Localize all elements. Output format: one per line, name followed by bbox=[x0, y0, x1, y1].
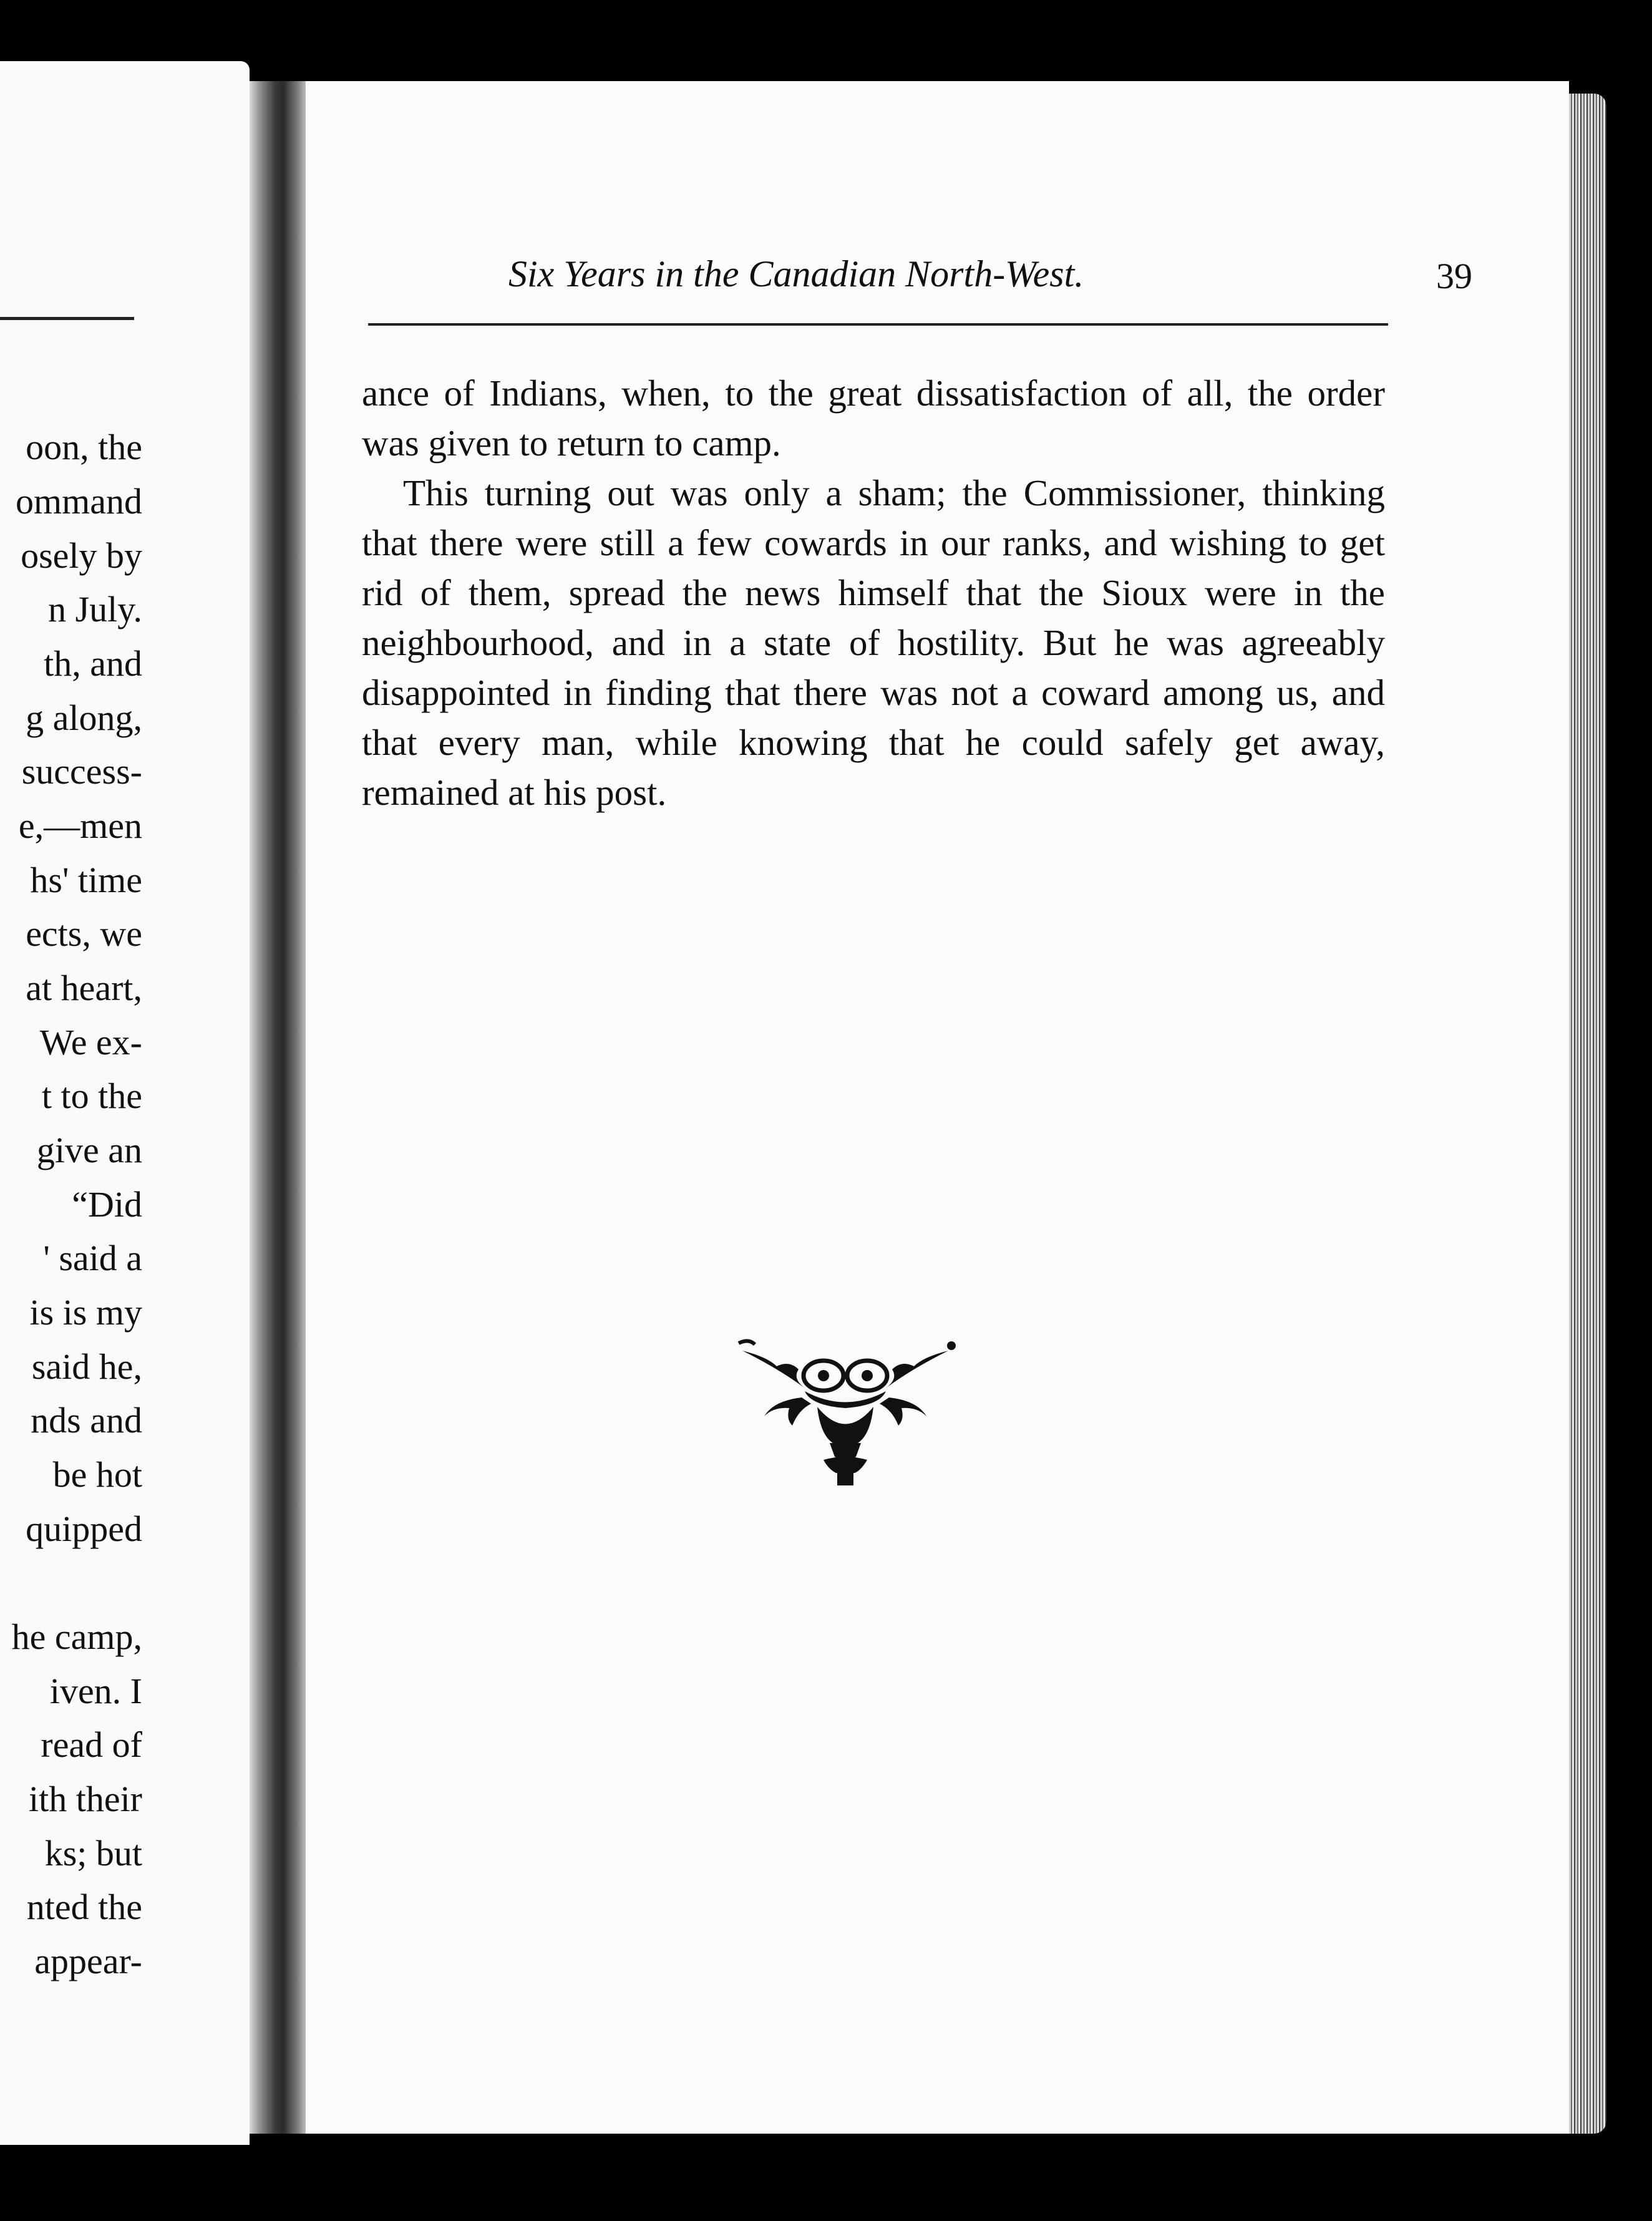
previous-page-line: ith their bbox=[28, 1779, 142, 1819]
previous-page-line: read of bbox=[41, 1724, 142, 1765]
previous-page-line: oon, the bbox=[26, 427, 142, 467]
previous-page-line: give an bbox=[36, 1130, 142, 1170]
previous-page-line: ks; but bbox=[44, 1833, 142, 1874]
previous-page-line: n July. bbox=[48, 589, 142, 629]
previous-page-line: said he, bbox=[31, 1346, 142, 1387]
previous-page-line: hs' time bbox=[30, 860, 142, 900]
previous-page-line: We ex- bbox=[39, 1022, 142, 1062]
previous-page-line: at heart, bbox=[26, 968, 142, 1008]
previous-page-header-rule bbox=[0, 317, 134, 320]
previous-page-line: nds and bbox=[31, 1400, 142, 1441]
previous-page-line: be hot bbox=[52, 1454, 142, 1495]
previous-page-line: “Did bbox=[72, 1184, 142, 1225]
running-head bbox=[368, 253, 1472, 309]
floral-tailpiece-icon bbox=[730, 1332, 961, 1488]
body-text bbox=[362, 368, 1385, 817]
previous-page-line: e,—men bbox=[18, 805, 142, 846]
running-title: Six Years in the Canadian North-West. bbox=[508, 253, 1084, 294]
paragraph-continuation: ance of Indians, when, to the great dissatisfaction of all, the order was given to return to camp. bbox=[362, 372, 1385, 464]
previous-page bbox=[0, 61, 250, 2145]
previous-page-line: t to the bbox=[41, 1076, 142, 1116]
previous-page-line: is is my bbox=[29, 1292, 142, 1333]
page-edges bbox=[1569, 94, 1606, 2134]
previous-page-line: ommand bbox=[16, 481, 142, 522]
paragraph: This turning out was only a sham; the Commissioner, thinking that there were still a few cowards in our ranks, and wishing to get rid of them, spread the news himself that the Sioux were in the neighbourhood, and in a state of hostility. But he was agreeably disappointed in finding that there was not a coward among us, and that every man, while knowing that he could safely get away, remained at his post. bbox=[362, 472, 1385, 813]
previous-page-line: osely by bbox=[21, 535, 142, 576]
previous-page-line: success- bbox=[21, 751, 142, 792]
previous-page-line: he camp, bbox=[11, 1616, 142, 1657]
previous-page-line: g along, bbox=[26, 697, 142, 738]
current-page bbox=[306, 81, 1569, 2134]
page-number: 39 bbox=[1436, 256, 1472, 296]
previous-page-line: th, and bbox=[44, 643, 142, 684]
previous-page-line: iven. I bbox=[49, 1671, 142, 1711]
previous-page-line: nted the bbox=[26, 1887, 142, 1927]
previous-page-line: quipped bbox=[26, 1509, 142, 1549]
previous-page-line: appear- bbox=[34, 1941, 142, 1981]
previous-page-line: ' said a bbox=[43, 1238, 142, 1278]
previous-page-line: ects, we bbox=[26, 913, 142, 954]
header-rule bbox=[368, 323, 1388, 326]
book-gutter bbox=[250, 81, 306, 2134]
